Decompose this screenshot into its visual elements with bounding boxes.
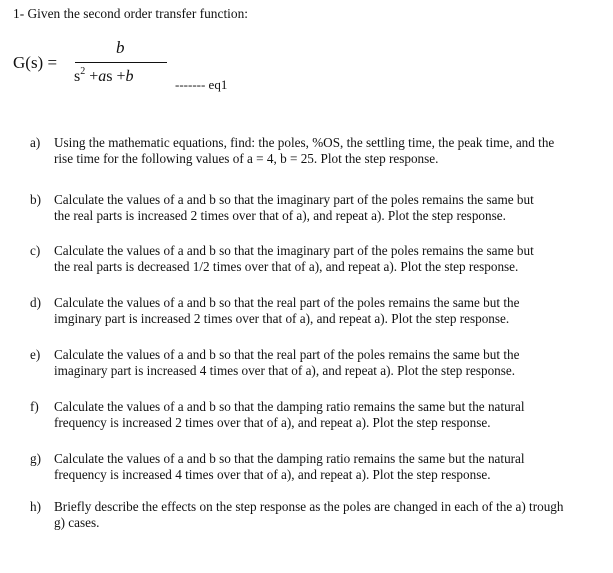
item-marker: h) <box>30 499 41 514</box>
item-line: frequency is increased 2 times over that of a), and repeat a). Plot the step response. <box>54 415 491 430</box>
item-line: Calculate the values of a and b so that the real part of the poles remains the same but the <box>54 347 520 362</box>
item-marker: c) <box>30 243 41 258</box>
item-marker: b) <box>30 192 41 207</box>
transfer-function-numerator: b <box>116 38 125 57</box>
item-line: Calculate the values of a and b so that the damping ratio remains the same but the natural <box>54 451 525 466</box>
item-line: Calculate the values of a and b so that the imaginary part of the poles remains the same but <box>54 192 534 207</box>
denominator-exponent: 2 <box>80 66 86 77</box>
item-line: Calculate the values of a and b so that the imaginary part of the poles remains the same but <box>54 243 534 258</box>
item-line: Briefly describe the effects on the step response as the poles are changed in each of the a) trough <box>54 499 564 514</box>
denominator-plus: + <box>85 68 99 85</box>
item-line: g) cases. <box>54 515 100 530</box>
item-marker: g) <box>30 451 41 466</box>
equation-label: ------- eq1 <box>175 77 228 92</box>
denominator-b: b <box>125 68 134 85</box>
item-marker: e) <box>30 347 41 362</box>
fraction-bar <box>75 62 167 63</box>
item-line: Calculate the values of a and b so that the real part of the poles remains the same but the <box>54 295 520 310</box>
denominator-s: s <box>74 68 81 85</box>
item-line: Calculate the values of a and b so that the damping ratio remains the same but the natural <box>54 399 525 414</box>
item-line: imginary part is increased 2 times over that of a), and repeat a). Plot the step response. <box>54 311 510 326</box>
item-marker: d) <box>30 295 41 310</box>
item-marker: a) <box>30 135 41 150</box>
item-marker: f) <box>30 399 39 414</box>
transfer-function-denominator <box>74 66 134 86</box>
item-line: rise time for the following values of a = 4, b = 25. Plot the step response. <box>54 151 439 166</box>
transfer-function-lhs: G(s) = <box>13 53 58 72</box>
item-line: frequency is increased 4 times over that of a), and repeat a). Plot the step response. <box>54 467 491 482</box>
item-line: the real parts is increased 2 times over that of a), and repeat a). Plot the step response. <box>54 208 506 223</box>
item-line: the real parts is decreased 1/2 times over that of a), and repeat a). Plot the step response. <box>54 259 519 274</box>
denominator-s-plus: s + <box>106 68 126 85</box>
denominator-a: a <box>98 68 107 85</box>
item-line: imaginary part is increased 4 times over that of a), and repeat a). Plot the step response. <box>54 363 516 378</box>
question-title: 1- Given the second order transfer function: <box>13 6 248 21</box>
item-line: Using the mathematic equations, find: the poles, %OS, the settling time, the peak time, and the <box>54 135 555 150</box>
